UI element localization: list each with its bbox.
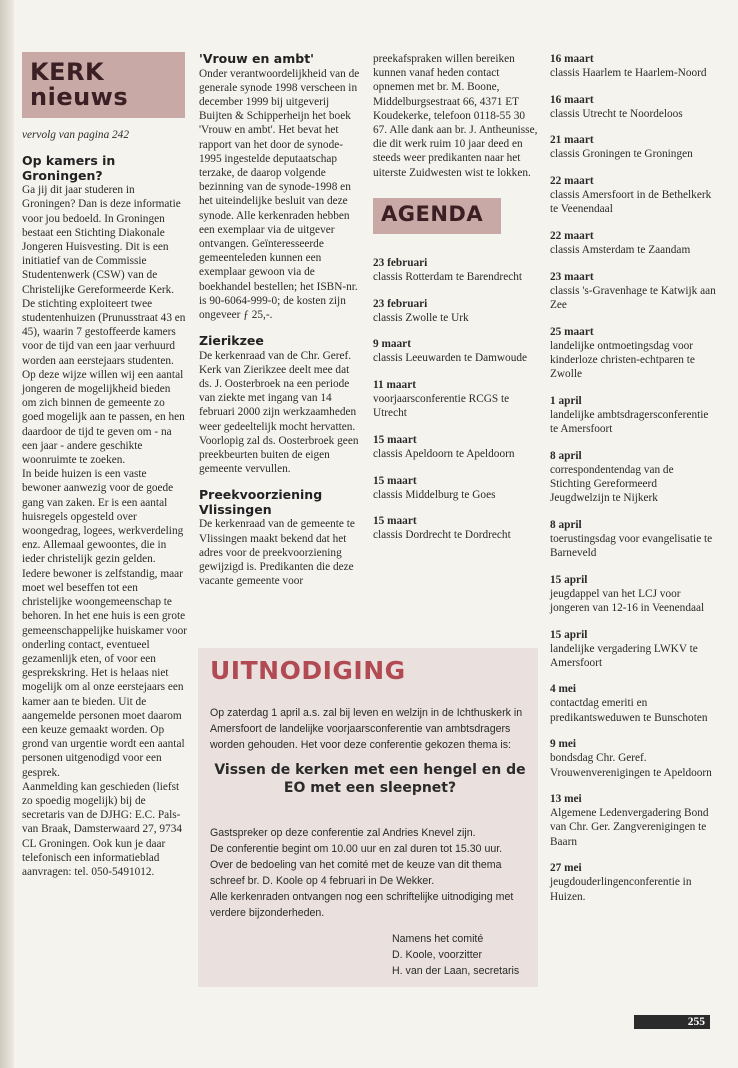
- agenda-text: landelijke ontmoetingsdag voor kinderloze christen-echtparen te Zwolle: [550, 339, 695, 381]
- column-4: [550, 52, 716, 916]
- agenda-text: correspondentendag van de Stichting Gereformeerd Jeugdwelzijn te Nijkerk: [550, 463, 674, 505]
- agenda-text: classis Amsterdam te Zaandam: [550, 244, 691, 257]
- agenda-text: classis Zwolle te Urk: [373, 311, 469, 324]
- invitation-body: [210, 825, 532, 921]
- agenda-text: Algemene Ledenvergadering Bond van Chr. Ger. Zangverenigingen te Baarn: [550, 807, 709, 848]
- invitation-line: Alle kerkenraden ontvangen nog een schriftelijke uitnodiging met verdere bijzonderheden.: [210, 891, 514, 919]
- agenda-date: 23 maart: [550, 270, 594, 283]
- agenda-item: [550, 325, 716, 382]
- agenda-text: classis Groningen te Groningen: [550, 148, 693, 161]
- agenda-date: 9 maart: [373, 338, 411, 351]
- article-heading-groningen: Op kamers in Groningen?: [22, 153, 116, 183]
- invitation-line: Over de bedoeling van het comité met de keuze van dit thema schreef br. D. Koole op 4 februari in De Wekker.: [210, 859, 502, 887]
- agenda-item: [550, 270, 716, 312]
- invitation-signature: [392, 931, 532, 979]
- agenda-date: 15 april: [550, 628, 588, 641]
- page-binding-shadow: [0, 0, 14, 1068]
- kerk-nieuws-banner: [22, 52, 185, 118]
- agenda-item: [550, 792, 716, 849]
- page-number: 255: [687, 1016, 705, 1028]
- agenda-item: [550, 449, 716, 506]
- agenda-item: [373, 433, 538, 461]
- agenda-date: 15 maart: [373, 474, 417, 487]
- paragraph: Op deze wijze willen wij een aantal jongeren de mogelijkheid bieden om zich binnen de gemeente zo goed mogelijk aan te passen, en hen daardoor de tijd te geven om - na een jaar - andere geschikte woonruimte te zoeken.: [22, 368, 185, 467]
- article-preekvoorziening: [199, 488, 362, 588]
- agenda-text: landelijke vergadering LWKV te Amersfoort: [550, 642, 698, 669]
- agenda-date: 22 maart: [550, 175, 594, 188]
- agenda-date: 8 april: [550, 518, 582, 531]
- agenda-date: 15 maart: [373, 433, 417, 446]
- agenda-date: 9 mei: [550, 738, 577, 751]
- paragraph: Aanmelding kan geschieden (liefst zo spoedig mogelijk) bij de secretaris van de DJHG: E.C. Pals-van Braak, Damsterwaard 27, 9734 CL Groningen. Ook kun je daar telefonisch een informatieblad aanvragen: tel. 050-5491012.: [22, 780, 182, 878]
- agenda-text: classis 's-Gravenhage te Katwijk aan Zee: [550, 284, 716, 311]
- agenda-text: classis Apeldoorn te Apeldoorn: [373, 447, 515, 460]
- agenda-text: jeugdouderlingenconferentie in Huizen.: [550, 876, 692, 903]
- banner-line-1: KERK: [30, 58, 105, 86]
- agenda-date: 11 maart: [373, 378, 416, 391]
- agenda-text: classis Haarlem te Haarlem-Noord: [550, 67, 707, 79]
- agenda-date: 25 maart: [550, 325, 594, 338]
- agenda-item: [373, 337, 538, 365]
- article-heading: Zierikzee: [199, 333, 264, 349]
- article-continuation: preekafspraken willen bereiken kunnen vanaf heden contact opnemen met br. M. Boone, Middelburgsestraat 66, 4371 ET Koudekerke, telefoon 0118-55 30 67. Alle dank aan br. J. Antheunisse, die dit werk ruim 10 jaar deed en steeds weer predikanten naar het uiterste Zuidwesten wist te lokken.: [373, 53, 538, 179]
- paragraph: De stichting exploiteert twee studentenhuizen (Prunusstraat 43 en 45), waarin 7 gestoffeerde kamers voor de tijd van een jaar verhuurd worden aan eerstejaars studenten.: [22, 297, 186, 367]
- agenda-text: bondsdag Chr. Geref. Vrouwenverenigingen te Apeldoorn: [550, 752, 712, 779]
- agenda-date: 21 maart: [550, 134, 594, 147]
- article-heading: 'Vrouw en ambt': [199, 51, 314, 66]
- invitation-box: [198, 648, 538, 987]
- agenda-text: contactdag emeriti en predikantsweduwen te Bunschoten: [550, 697, 708, 724]
- agenda-date: 23 februari: [373, 297, 428, 310]
- agenda-date: 27 mei: [550, 862, 582, 875]
- agenda-date: 15 april: [550, 573, 588, 586]
- agenda-item: [550, 682, 716, 724]
- agenda-item: [373, 297, 538, 325]
- invitation-title: UITNODIGING: [210, 656, 406, 685]
- agenda-item: [550, 573, 716, 615]
- invitation-line: De conferentie begint om 10.00 uur en zal duren tot 15.30 uur.: [210, 843, 503, 855]
- column-3: [373, 52, 538, 555]
- agenda-date: 4 mei: [550, 683, 577, 696]
- agenda-item: [373, 378, 538, 420]
- paragraph: Iedere bewoner is zelfstandig, maar moet wel beseffen tot een christelijke woongemeenschap te behoren. In het ene huis is een grote gemeenschappelijke huiskamer voor onderling contact, eventueel gezamenlijk eten, of voor een gesprekskring. Het is helaas niet mogelijk om al onze eerstejaars een kamer aan te bieden. Uit de aangemelde personen moet daarom een keuze gemaakt worden. Op grond van urgentie wordt een aantal personen uitgenodigd voor een gesprek.: [22, 567, 188, 779]
- article-body-groningen: [22, 183, 187, 879]
- signature-line: H. van der Laan, secretaris: [392, 965, 520, 977]
- agenda-item: [550, 229, 716, 257]
- agenda-text: classis Middelburg te Goes: [373, 488, 496, 501]
- agenda-item: [550, 628, 716, 670]
- agenda-text: landelijke ambtsdragersconferentie te Amersfoort: [550, 408, 709, 435]
- agenda-title: AGENDA: [381, 201, 484, 226]
- column-2: [199, 52, 362, 601]
- agenda-date: 13 mei: [550, 793, 582, 806]
- agenda-date: 16 maart: [550, 53, 594, 65]
- agenda-banner: [373, 198, 501, 234]
- agenda-item: [550, 518, 716, 560]
- invitation-theme: Vissen de kerken met een hengel en de EO met een sleepnet?: [214, 762, 526, 796]
- agenda-text: classis Utrecht te Noordeloos: [550, 107, 683, 120]
- agenda-item: [550, 737, 716, 779]
- agenda-text: classis Rotterdam te Barendrecht: [373, 270, 523, 283]
- article-heading: Preekvoorziening Vlissingen: [199, 487, 323, 517]
- agenda-list: [550, 52, 716, 904]
- agenda-item: [550, 394, 716, 436]
- agenda-date: 23 februari: [373, 256, 428, 269]
- agenda-item: [373, 256, 538, 284]
- agenda-date: 8 april: [550, 449, 582, 462]
- article-text: Onder verantwoordelijkheid van de generale synode 1998 verscheen in december 1999 bij uitgeverij Buijten & Schipperheijn het boek 'Vrouw en ambt'. Het bevat het rapport van het door de synode-1995 ingestelde deputaatschap terzake, de daarop volgende bezinning van de synode-1998 en het uiteindelijke besluit van deze synode. Alle kerkenraden hebben een exemplaar via de uitgever ontvangen. Geïnteresseerde gemeenteleden kunnen een exemplaar gewoon via de boekhandel bestellen; het ISBN-nr. is 90-6064-999-0; de kosten zijn ongeveer ƒ 25,-.: [199, 67, 360, 321]
- agenda-item: [550, 861, 716, 903]
- agenda-text: voorjaarsconferentie RCGS te Utrecht: [373, 392, 510, 420]
- paragraph: In beide huizen is een vaste bewoner aanwezig voor de goede gang van zaken. Er is een aantal huisregels opgesteld over woongedrag, logees, werkverdeling enz. Allemaal gewoontes, die in ieder christelijk gezin gelden.: [22, 468, 184, 566]
- continued-note: vervolg van pagina 242: [22, 129, 129, 141]
- agenda-date: 1 april: [550, 394, 582, 407]
- signature-line: D. Koole, voorzitter: [392, 949, 483, 961]
- article-zierikzee: [199, 334, 362, 476]
- signature-line: Namens het comité: [392, 933, 484, 945]
- article-text: De kerkenraad van de gemeente te Vlissingen maakt bekend dat het adres voor de preekvoorziening gewijzigd is. Predikanten die deze vacante gemeente voor: [199, 518, 355, 588]
- agenda-text: classis Leeuwarden te Damwoude: [373, 352, 528, 365]
- agenda-item: [550, 93, 716, 121]
- banner-line-2: nieuws: [30, 83, 129, 111]
- agenda-text: jeugdappel van het LCJ voor jongeren van 12-16 in Veenendaal: [550, 587, 705, 614]
- agenda-text: classis Amersfoort in de Bethelkerk te Veenendaal: [550, 189, 712, 216]
- agenda-item: [550, 174, 716, 216]
- agenda-item: [550, 133, 716, 161]
- column-1: [22, 52, 187, 879]
- paragraph: Ga jij dit jaar studeren in Groningen? Dan is deze informatie voor jou bedoeld. In Groningen bestaat een Stichting Diakonale Jongeren Huisvesting. Dit is een initiatief van de Commissie Studentenwerk (CSW) van de Christelijke Gereformeerde Kerk.: [22, 184, 181, 296]
- agenda-text: classis Dordrecht te Dordrecht: [373, 529, 511, 542]
- agenda-item: [373, 514, 538, 542]
- article-vrouw-en-ambt: [199, 52, 362, 322]
- agenda-date: 22 maart: [550, 230, 594, 243]
- invitation-intro: Op zaterdag 1 april a.s. zal bij leven en welzijn in de Ichthuskerk in Amersfoort de landelijke voorjaarsconferentie van ambtsdragers worden gehouden. Het voor deze conferentie gekozen thema is:: [210, 707, 523, 751]
- agenda-date: 16 maart: [550, 93, 594, 106]
- agenda-item: [373, 474, 538, 502]
- agenda-item: [550, 52, 716, 80]
- agenda-list: [373, 256, 538, 543]
- page-number-bar: [634, 1015, 710, 1029]
- agenda-date: 15 maart: [373, 515, 417, 528]
- article-text: De kerkenraad van de Chr. Geref. Kerk van Zierikzee deelt mee dat ds. J. Oosterbroek na een periode van ziekte met ingang van 14 februari 2000 zijn werkzaamheden weer gedeeltelijk mocht hervatten. Voorlopig zal ds. Oosterbroek geen preekbeurten buiten de eigen gemeente vervullen.: [199, 349, 359, 476]
- invitation-line: Gastspreker op deze conferentie zal Andries Knevel zijn.: [210, 827, 476, 839]
- agenda-text: toerustingsdag voor evangelisatie te Barneveld: [550, 532, 713, 559]
